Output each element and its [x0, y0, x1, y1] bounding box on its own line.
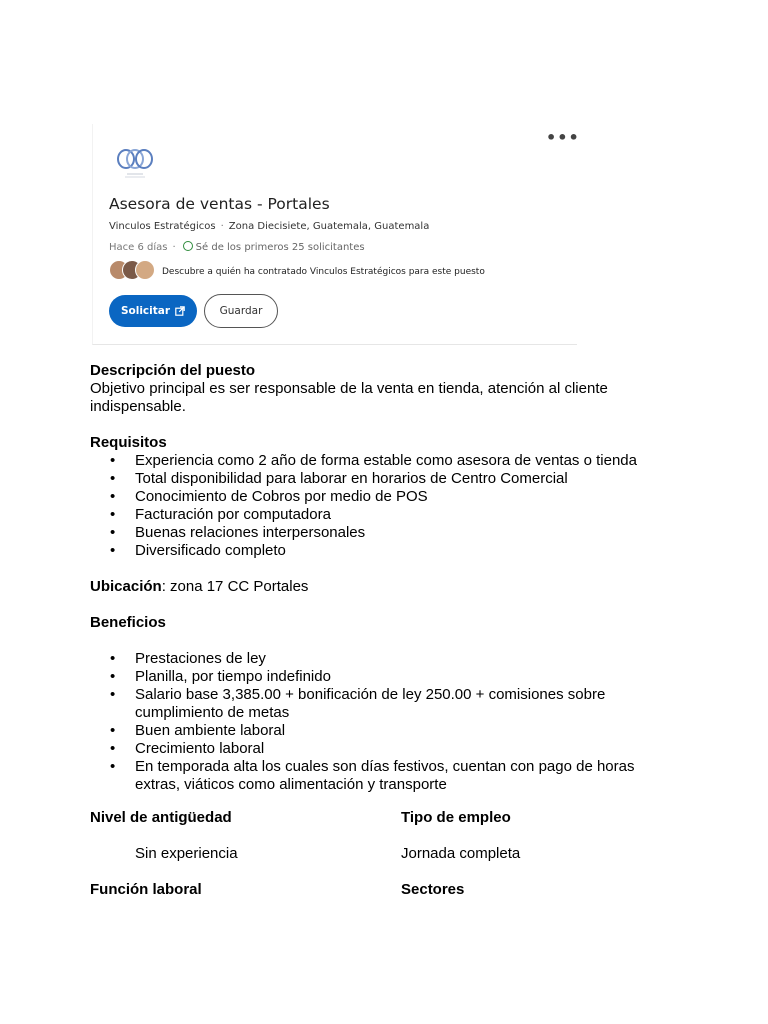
save-button[interactable]: Guardar — [204, 294, 278, 328]
description-heading: Descripción del puesto — [90, 362, 256, 379]
benefits-heading: Beneficios — [90, 614, 166, 631]
more-options-icon[interactable]: ••• — [546, 128, 580, 147]
company-name[interactable]: Vinculos Estratégicos — [109, 221, 216, 232]
job-details — [90, 808, 690, 916]
clock-icon — [183, 241, 193, 251]
hired-avatars[interactable] — [109, 260, 157, 282]
list-item: • Salario base 3,385.00 + bonificación de ley 250.00 + comisiones sobre cumplimiento de metas — [90, 686, 655, 722]
list-item: • Buenas relaciones interpersonales — [90, 524, 655, 542]
list-item: • Buen ambiente laboral — [90, 722, 655, 740]
seniority-value: Sin experiencia — [135, 845, 238, 862]
posting-meta: Hace 6 días · Sé de los primeros 25 solicitantes — [109, 242, 365, 253]
requirements-list — [90, 452, 690, 560]
location-label: Ubicación — [90, 578, 162, 595]
location-line — [90, 578, 690, 596]
list-item: • En temporada alta los cuales son días festivos, cuentan con pago de horas extras, viáticos como alimentación y transporte — [90, 758, 655, 794]
company-location: Vinculos Estratégicos · Zona Diecisiete, Guatemala, Guatemala — [109, 221, 430, 232]
list-item: • Diversificado completo — [90, 542, 655, 560]
list-item: • Crecimiento laboral — [90, 740, 655, 758]
job-title[interactable]: Asesora de ventas - Portales — [109, 195, 330, 213]
job-location: Zona Diecisiete, Guatemala, Guatemala — [228, 221, 430, 232]
location-value: : zona 17 CC Portales — [161, 578, 309, 595]
list-item: • Prestaciones de ley — [90, 650, 655, 668]
company-logo — [113, 144, 157, 184]
list-item: • Planilla, por tiempo indefinido — [90, 668, 655, 686]
employment-type-label: Tipo de empleo — [401, 809, 511, 826]
requirements-heading: Requisitos — [90, 434, 167, 451]
list-item: • Conocimiento de Cobros por medio de POS — [90, 488, 655, 506]
list-item: • Experiencia como 2 año de forma estable como asesora de ventas o tienda — [90, 452, 655, 470]
employment-type-value: Jornada completa — [401, 845, 521, 862]
seniority-label: Nivel de antigüedad — [90, 809, 232, 826]
list-item: • Facturación por computadora — [90, 506, 655, 524]
list-item: • Total disponibilidad para laborar en horarios de Centro Comercial — [90, 470, 655, 488]
applicants-count: Sé de los primeros 25 solicitantes — [195, 242, 365, 253]
job-function-label: Función laboral — [90, 881, 202, 898]
posted-time: Hace 6 días — [109, 242, 168, 253]
job-card — [92, 124, 580, 345]
job-description — [90, 362, 690, 794]
apply-button[interactable] — [109, 295, 197, 327]
external-link-icon — [175, 306, 185, 316]
apply-label: Solicitar — [120, 305, 171, 317]
sectors-label: Sectores — [401, 881, 465, 898]
avatar — [135, 260, 155, 280]
hired-insight[interactable]: Descubre a quién ha contratado Vinculos Estratégicos para este puesto — [162, 267, 485, 277]
description-text: Objetivo principal es ser responsable de la venta en tienda, atención al cliente indispensable. — [90, 380, 608, 415]
benefits-list — [90, 650, 690, 794]
